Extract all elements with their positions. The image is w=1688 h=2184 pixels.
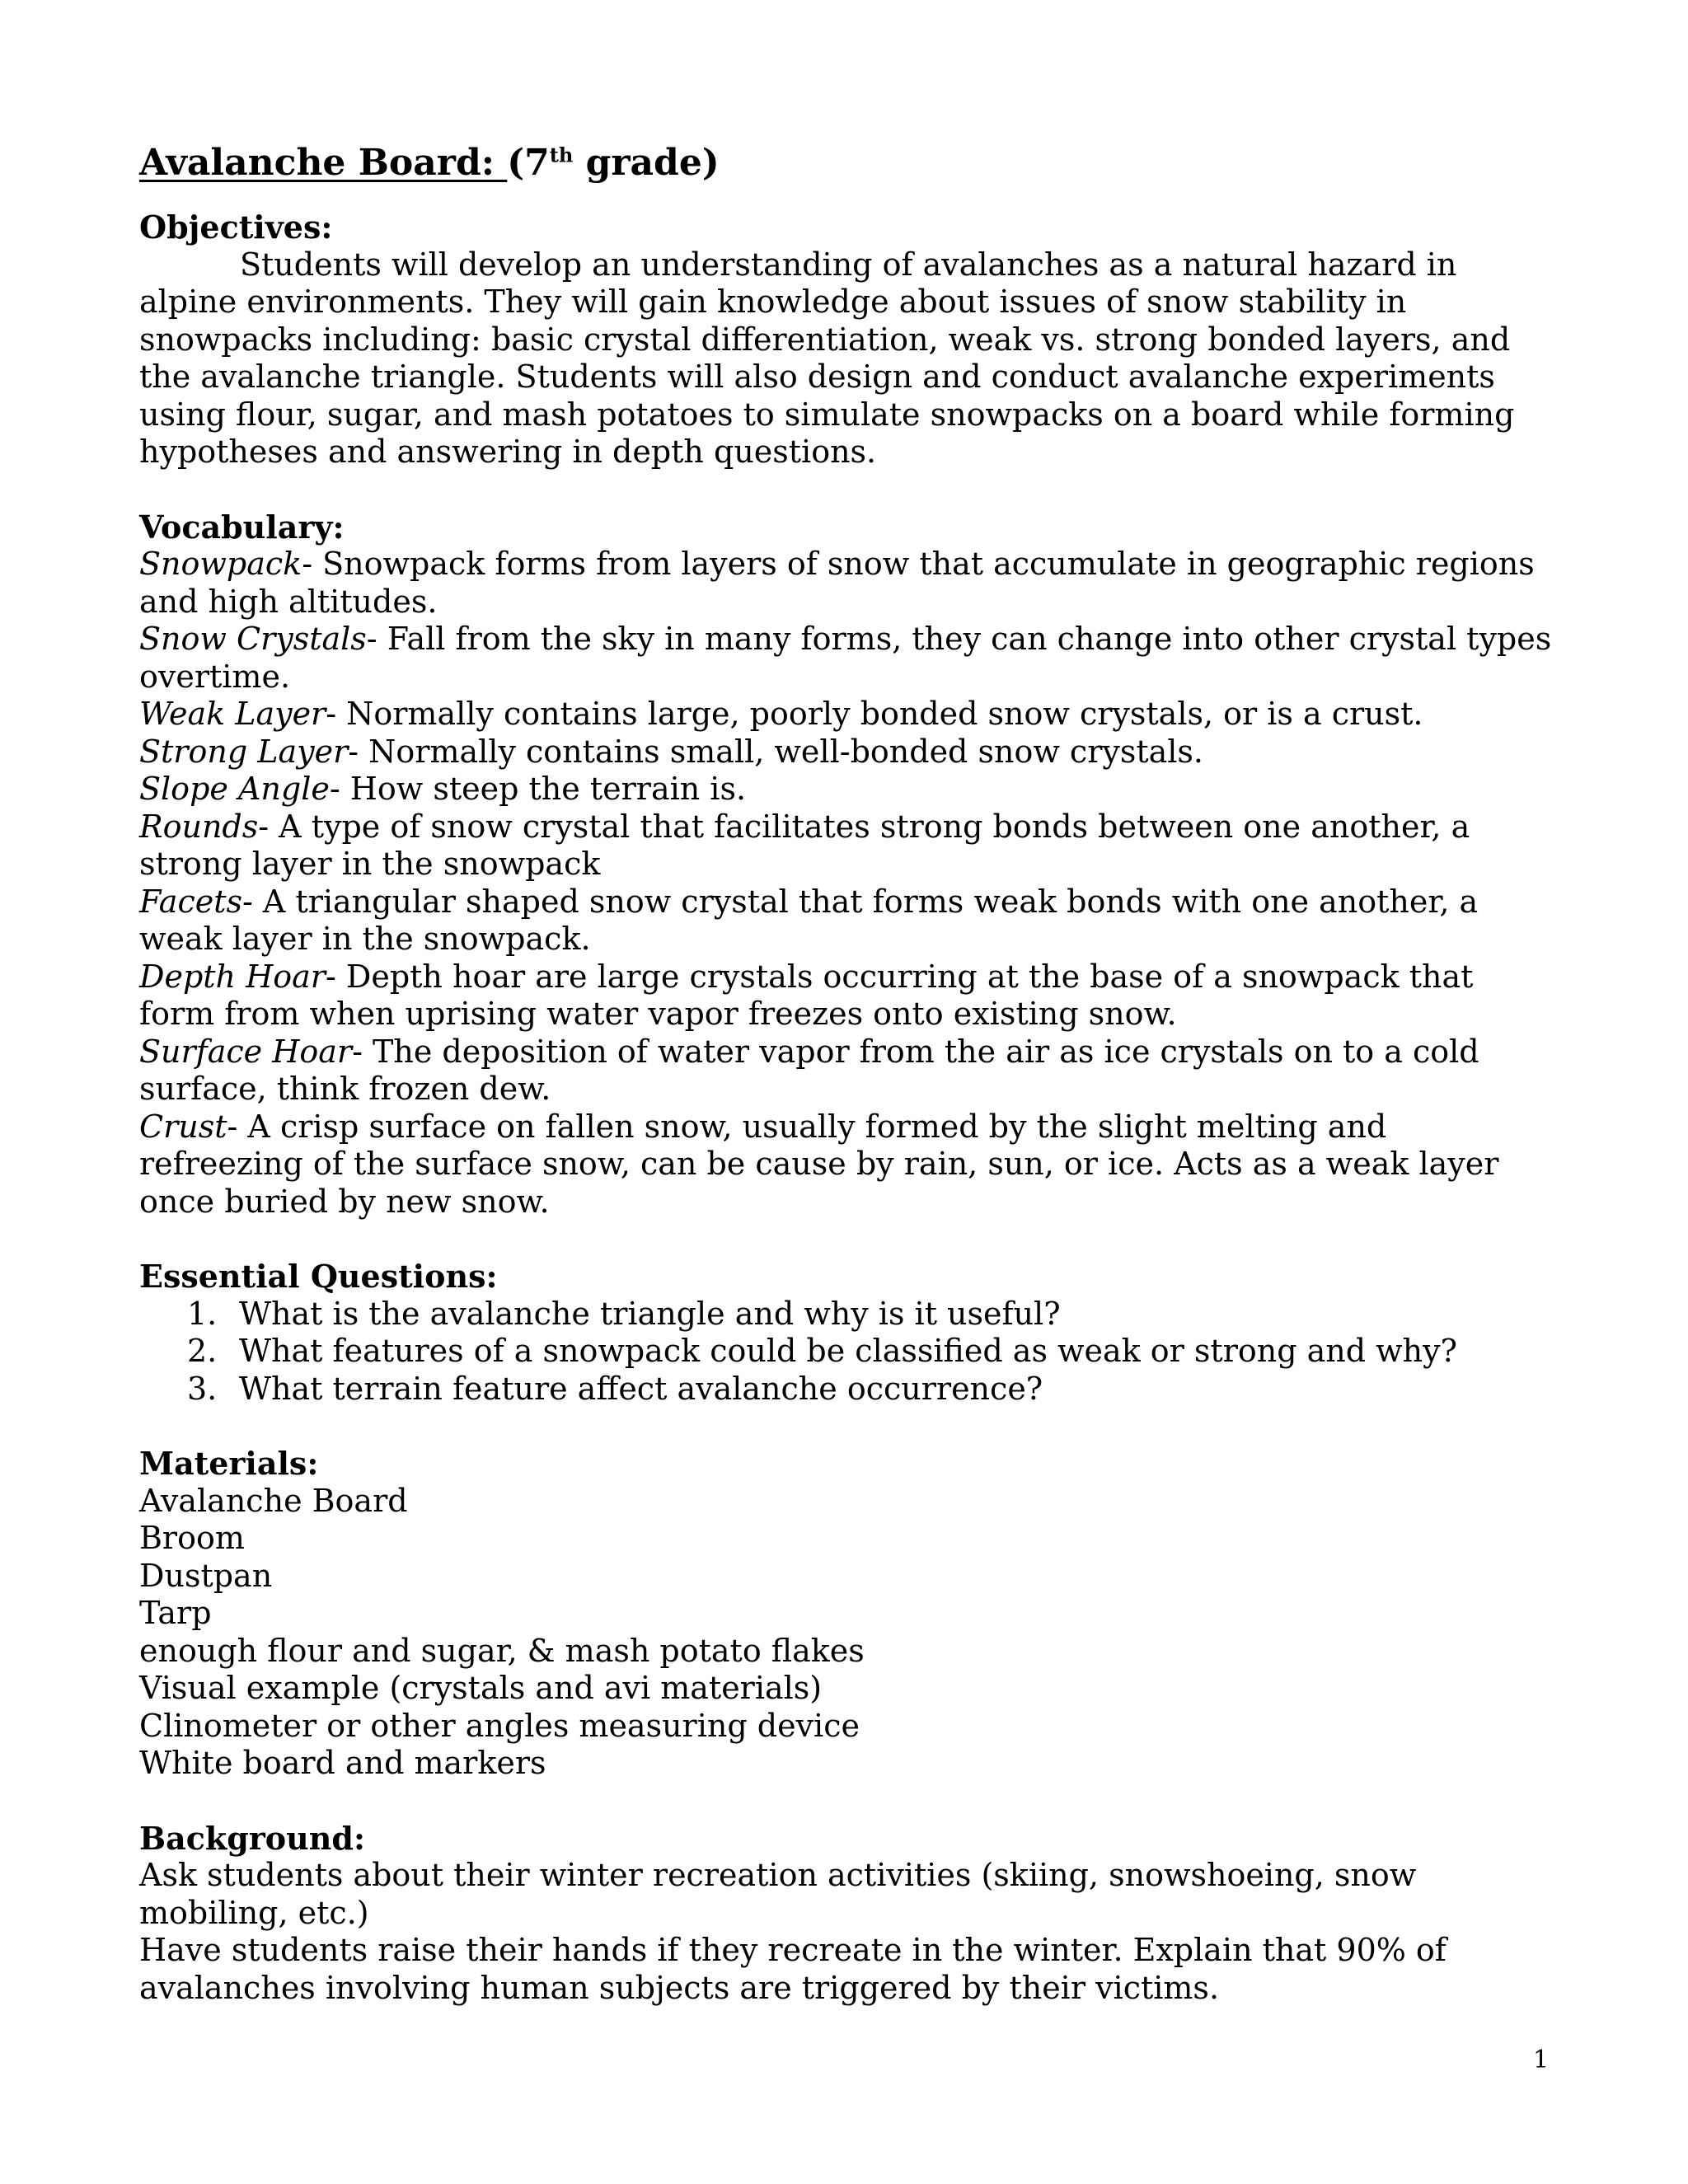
question-text: What is the avalanche triangle and why is it useful? [239,1295,1061,1332]
title-grade-open: (7 [507,142,550,184]
document-title [139,138,1557,188]
essential-questions-heading: Essential Questions: [139,1258,498,1295]
materials-section [139,1445,1557,1783]
vocab-term: Snow Crystals [139,621,367,657]
title-grade-superscript: th [549,143,574,167]
vocab-definition: - A triangular shaped snow crystal that forms weak bonds with one another, a weak layer in the snowpack. [139,883,1479,957]
materials-item: Visual example (crystals and avi materials) [139,1670,823,1706]
question-text: What features of a snowpack could be classified as weak or strong and why? [239,1333,1457,1369]
document-page [139,138,1557,2007]
vocab-entry-snowpack [139,546,1557,621]
vocab-term: Depth Hoar [139,958,326,995]
vocab-term: Slope Angle [139,771,330,807]
vocab-definition: - Normally contains small, well-bonded snow crystals. [348,733,1203,770]
list-item [139,1333,1557,1371]
vocabulary-heading: Vocabulary: [139,508,345,546]
vocab-definition: - Snowpack forms from layers of snow that accumulate in geographic regions and high altitudes. [139,546,1535,620]
vocab-term: Weak Layer [139,696,326,732]
objectives-heading: Objectives: [139,209,333,246]
background-section [139,1820,1557,2008]
vocabulary-section [139,509,1557,1221]
vocab-entry-crust [139,1108,1557,1221]
background-line: Ask students about their winter recreation activities (skiing, snowshoeing, snow mobiling, etc.) [139,1857,1417,1931]
list-item [139,1296,1557,1333]
materials-item: Avalanche Board [139,1482,408,1519]
vocab-definition: - A type of snow crystal that facilitates strong bonds between one another, a strong layer in the snowpack [139,808,1470,882]
vocab-entry-strong-layer [139,733,1557,771]
question-number: 1. [187,1295,218,1332]
objectives-section [139,209,1557,471]
materials-item: Dustpan [139,1557,273,1594]
vocab-term: Crust [139,1108,227,1145]
vocab-entry-rounds [139,808,1557,883]
question-number: 3. [187,1370,218,1407]
page-number: 1 [1533,2046,1550,2074]
vocab-entry-surface-hoar [139,1033,1557,1108]
materials-heading: Materials: [139,1445,319,1482]
background-line: Have students raise their hands if they recreate in the winter. Explain that 90% of avalanches involving human subjects are triggered by their victims. [139,1932,1447,2006]
vocab-entry-snow-crystals [139,621,1557,696]
materials-item: White board and markers [139,1745,546,1781]
vocab-definition: - Depth hoar are large crystals occurring at the base of a snowpack that form from when uprising water vapor freezes onto existing snow. [139,958,1474,1032]
vocab-term: Snowpack [139,546,302,582]
vocab-term: Surface Hoar [139,1033,353,1070]
background-heading: Background: [139,1819,365,1857]
list-item [139,1371,1557,1408]
question-text: What terrain feature affect avalanche occurrence? [239,1370,1043,1407]
essential-questions-section [139,1258,1557,1408]
vocab-term: Facets [139,883,242,920]
question-number: 2. [187,1333,218,1369]
materials-item: Clinometer or other angles measuring device [139,1707,860,1744]
vocab-entry-depth-hoar [139,958,1557,1033]
title-main: Avalanche Board: [139,142,508,184]
vocab-term: Strong Layer [139,733,349,770]
vocab-entry-weak-layer [139,696,1557,733]
materials-item: Tarp [139,1595,212,1631]
vocab-definition: - A crisp surface on fallen snow, usually formed by the slight melting and refreezing of the surface snow, can be cause by rain, sun, or ice. Acts as a weak layer once buried by new snow. [139,1108,1499,1220]
vocab-definition: - The deposition of water vapor from the air as ice crystals on to a cold surface, think frozen dew. [139,1033,1479,1107]
vocab-definition: - How steep the terrain is. [329,771,747,807]
vocab-entry-slope-angle [139,771,1557,808]
materials-item: enough flour and sugar, & mash potato flakes [139,1632,865,1669]
vocab-definition: - Fall from the sky in many forms, they can change into other crystal types overtime. [139,621,1552,695]
title-grade-close: grade) [573,142,720,184]
essential-questions-list [139,1296,1557,1408]
vocab-entry-facets [139,883,1557,958]
objectives-text: Students will develop an understanding of avalanches as a natural hazard in alpine environments. They will gain knowledge about issues of snow stability in snowpacks including: basic crystal differentiation, weak vs. strong bonded layers, and the avalanche triangle. Students will also design and conduct avalanche experiments using flour, sugar, and mash potatoes to simulate snowpacks on a board while forming hypotheses and answering in depth questions. [139,246,1515,470]
vocab-definition: - Normally contains large, poorly bonded snow crystals, or is a crust. [326,696,1423,732]
vocab-term: Rounds [139,808,259,845]
materials-item: Broom [139,1520,245,1556]
